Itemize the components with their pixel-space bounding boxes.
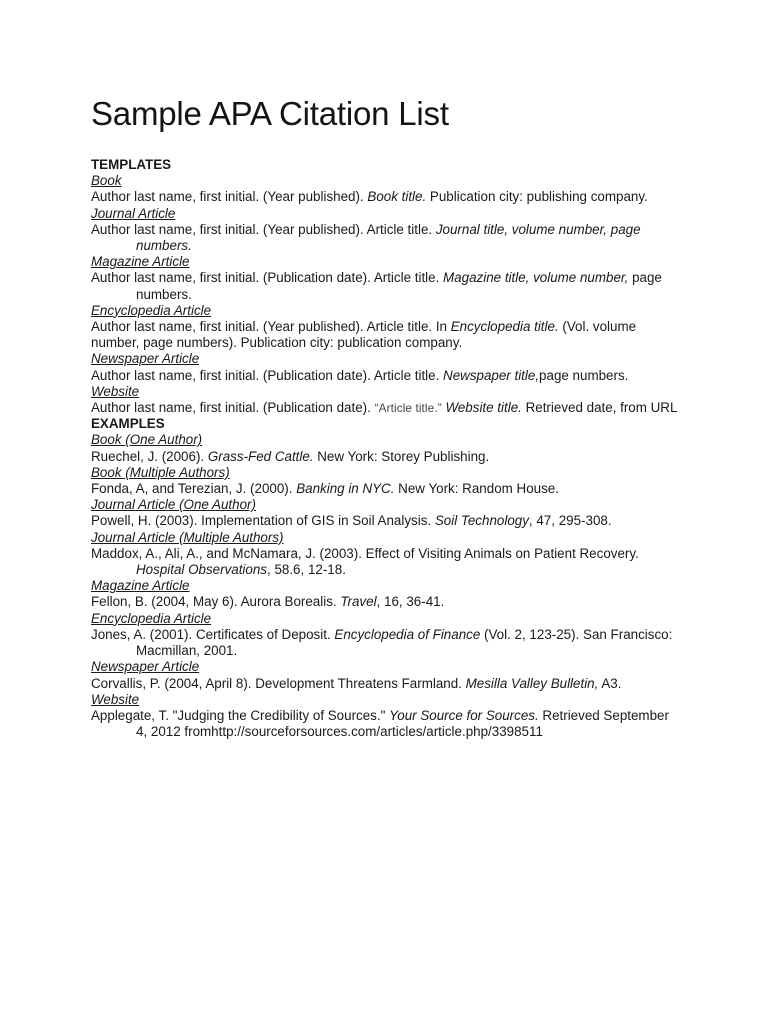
example-entry-book-one: Ruechel, J. (2006). Grass-Fed Cattle. New York: Storey Publishing. xyxy=(91,448,490,464)
examples-heading: EXAMPLES xyxy=(91,416,165,432)
templates-heading: TEMPLATES xyxy=(91,157,172,172)
page-title: Sample APA Citation List xyxy=(91,95,449,132)
example-entry-website: Applegate, T. "Judging the Credibility of Sources." Your Source for Sources. Retrieved September 4, 2012 fromhttp://sourceforsources.com/articles/article.php/3398511 xyxy=(91,707,669,740)
example-label-book-multi: Book (Multiple Authors) xyxy=(91,464,230,480)
template-label-website: Website xyxy=(91,383,140,399)
template-entry-book: Author last name, first initial. (Year published). Book title. Publication city: publishing company. xyxy=(91,189,648,205)
example-entry-newspaper: Corvallis, P. (2004, April 8). Development Threatens Farmland. Mesilla Valley Bulletin, A3. xyxy=(91,675,622,691)
example-label-journal-multi: Journal Article (Multiple Authors) xyxy=(91,529,284,545)
template-label-journal: Journal Article xyxy=(91,205,176,221)
template-entry-website: Author last name, first initial. (Publication date). “Article title.” Website title. Retrieved date, from URL xyxy=(91,400,678,416)
example-label-journal-one: Journal Article (One Author) xyxy=(91,497,256,513)
template-entry-encyclopedia: Author last name, first initial. (Year published). Article title. In Encyclopedia title. (Vol. volume number, page numbers). Publication city: publication company. xyxy=(91,319,637,351)
example-entry-journal-multi: Maddox, A., Ali, A., and McNamara, J. (2003). Effect of Visiting Animals on Patient Recovery. Hospital Observations, 58.6, 12-18. xyxy=(91,545,639,578)
example-label-book-one: Book (One Author) xyxy=(91,432,203,448)
example-label-encyclopedia: Encyclopedia Article xyxy=(91,610,212,626)
example-label-magazine: Magazine Article xyxy=(91,578,190,594)
template-label-encyclopedia: Encyclopedia Article xyxy=(91,302,212,318)
example-entry-encyclopedia: Jones, A. (2001). Certificates of Deposit. Encyclopedia of Finance (Vol. 2, 123-25). San Francisco: Macmillan, 2001. xyxy=(91,626,673,659)
example-entry-book-multi: Fonda, A, and Terezian, J. (2000). Banking in NYC. New York: Random House. xyxy=(91,481,559,497)
template-entry-journal: Author last name, first initial. (Year published). Article title. Journal title, volume number, page numbers. xyxy=(91,221,641,254)
template-entry-newspaper: Author last name, first initial. (Publication date). Article title. Newspaper title,page numbers. xyxy=(91,367,629,383)
example-entry-magazine: Fellon, B. (2004, May 6). Aurora Borealis. Travel, 16, 36-41. xyxy=(91,594,445,610)
template-label-newspaper: Newspaper Article xyxy=(91,351,200,367)
citation-list xyxy=(91,157,681,740)
example-label-newspaper: Newspaper Article xyxy=(91,659,200,675)
template-label-book: Book xyxy=(91,173,122,189)
example-entry-journal-one: Powell, H. (2003). Implementation of GIS in Soil Analysis. Soil Technology, 47, 295-308. xyxy=(91,513,612,529)
template-entry-magazine: Author last name, first initial. (Publication date). Article title. Magazine title, volume number, page numbers. xyxy=(91,270,662,302)
template-label-magazine: Magazine Article xyxy=(91,254,190,270)
example-label-website: Website xyxy=(91,691,140,707)
